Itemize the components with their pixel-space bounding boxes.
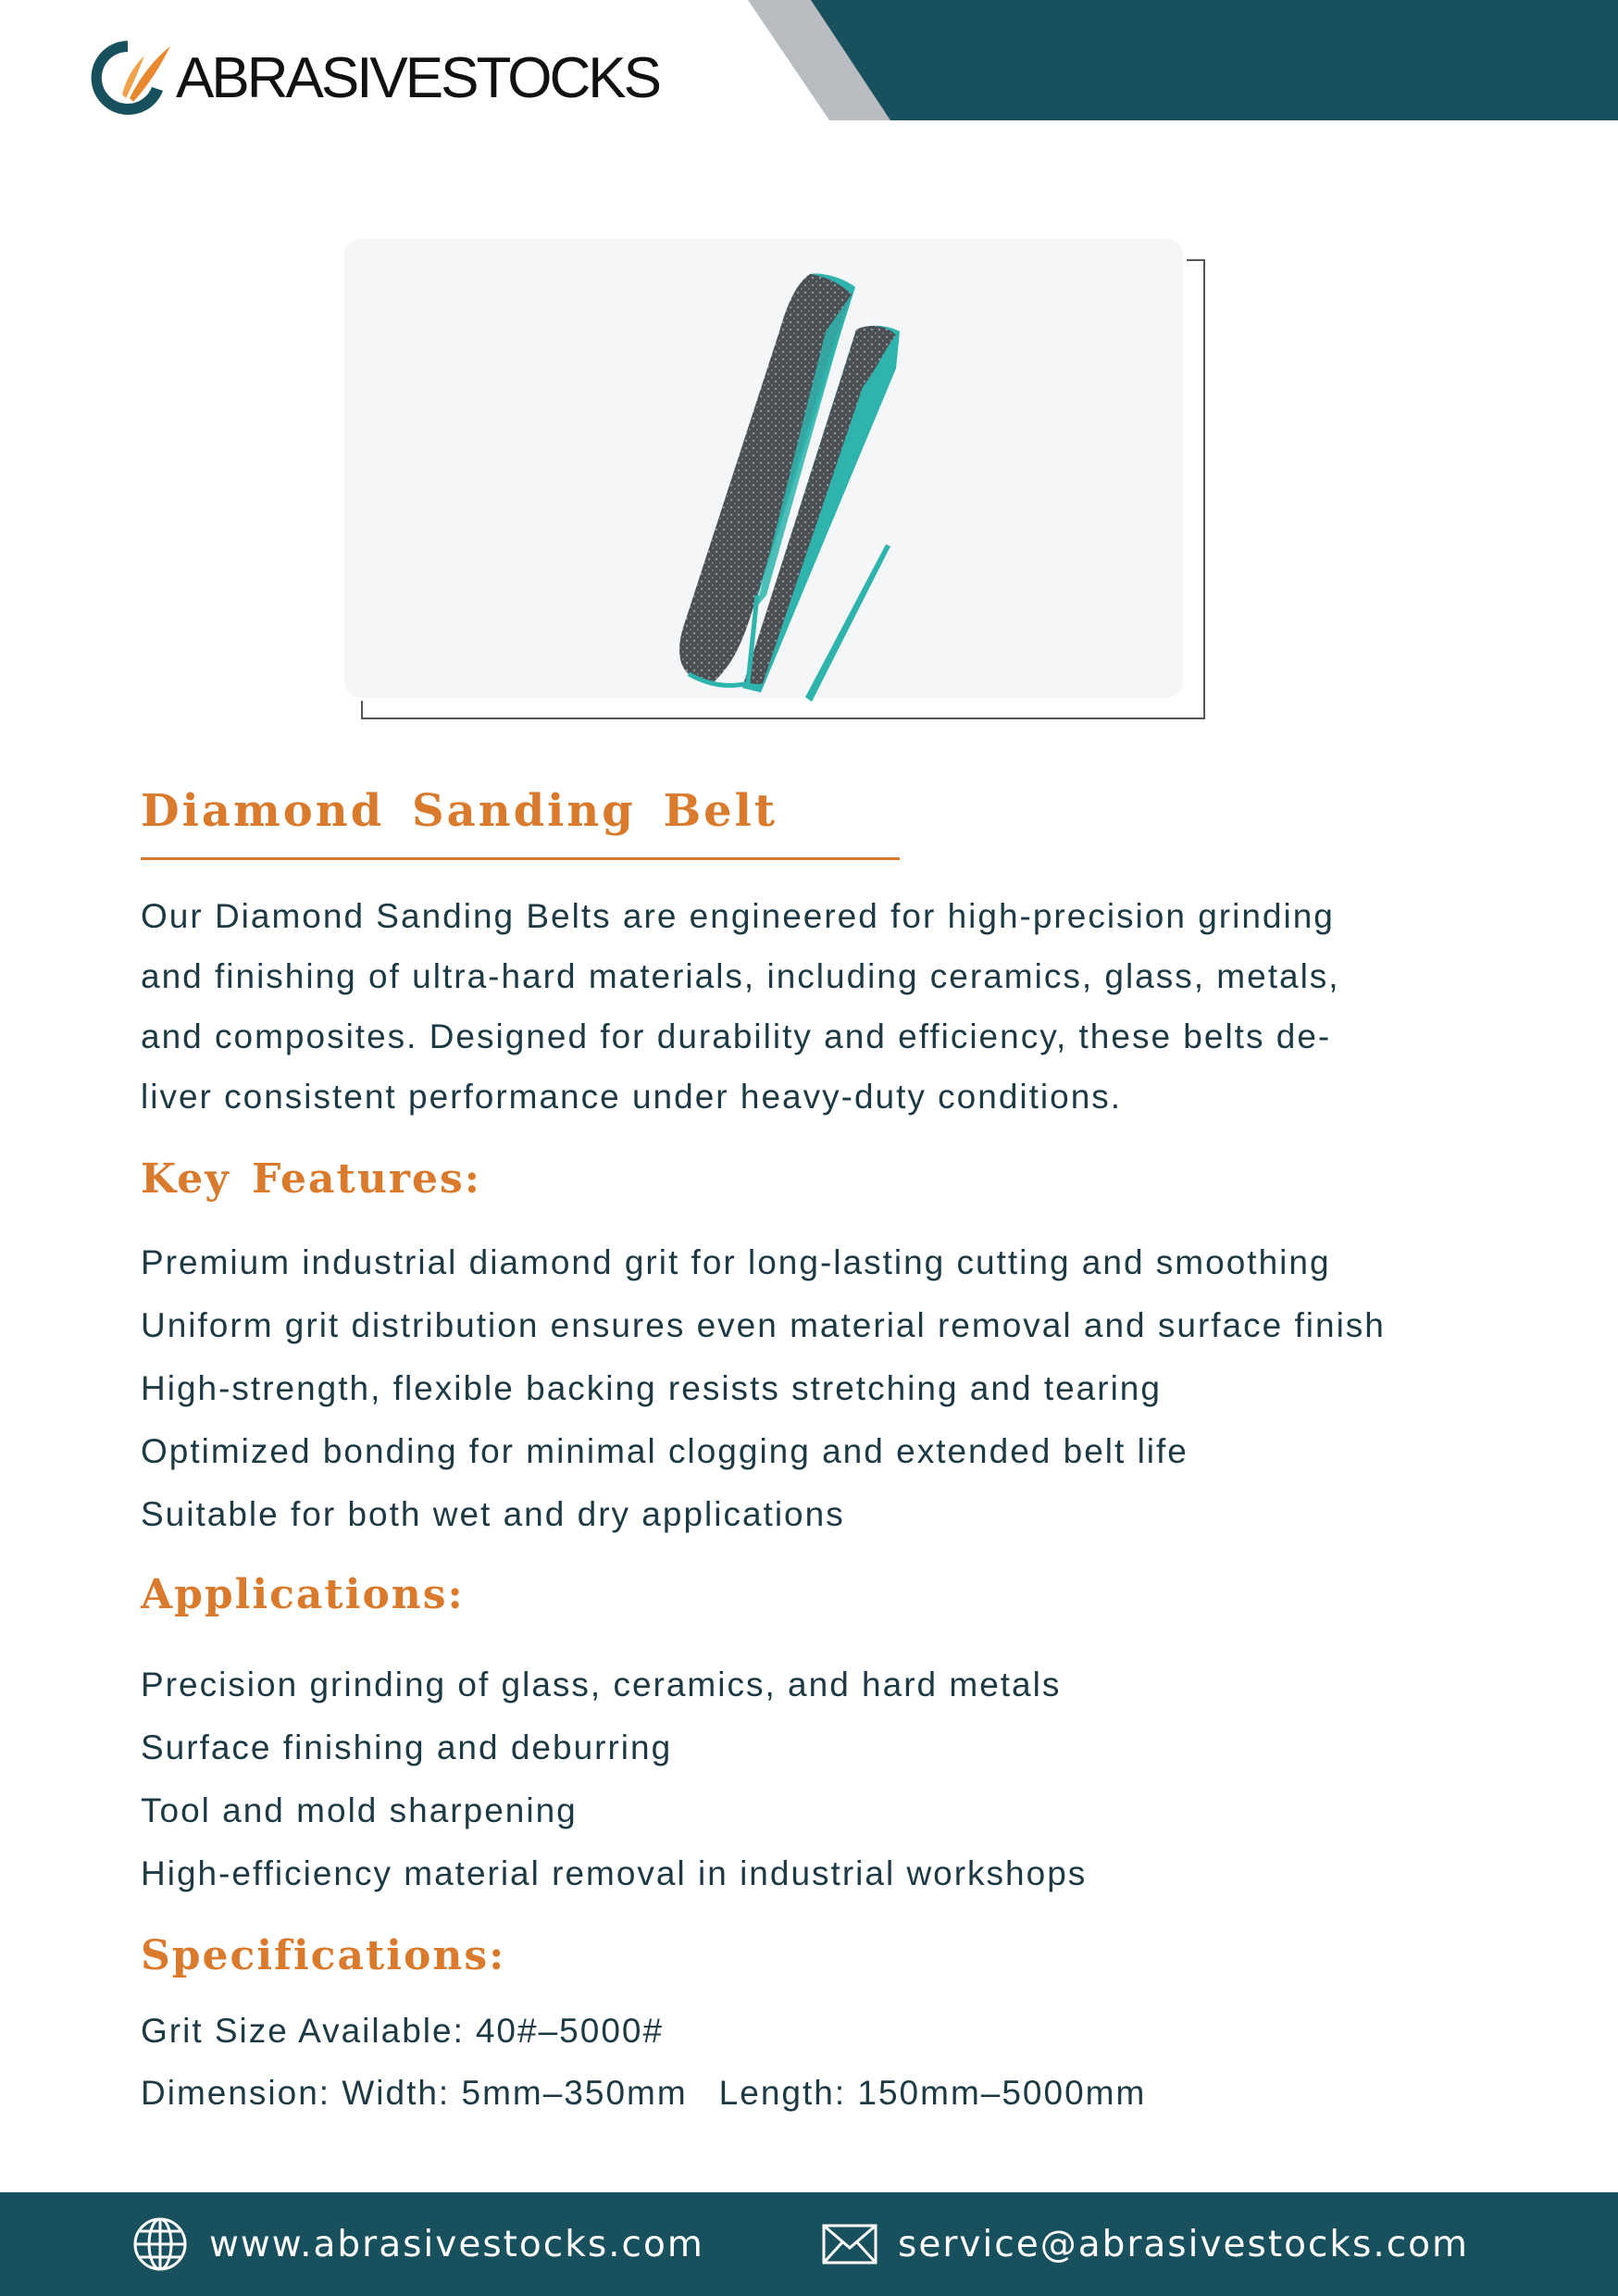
list-item: High-strength, flexible backing resists stretching and tearing (141, 1369, 1162, 1407)
list-item: Precision grinding of glass, ceramics, and hard metals (141, 1666, 1062, 1703)
product-title: Diamond Sanding Belt (141, 785, 778, 837)
product-image (344, 239, 1183, 711)
footer-email-text: service@abrasivestocks.com (898, 2223, 1470, 2265)
product-intro (141, 886, 1455, 1127)
spec-width-value: Width: 5mm–350mm (342, 2074, 688, 2112)
applications-heading: Applications: (141, 1571, 465, 1618)
list-item: High-efficiency material removal in industrial workshops (141, 1854, 1088, 1892)
features-list (141, 1231, 1386, 1546)
list-item: Surface finishing and deburring (141, 1728, 673, 1766)
specifications-heading: Specifications: (141, 1932, 506, 1979)
footer-email-link[interactable] (822, 2192, 1469, 2296)
brand-logo[interactable] (74, 33, 659, 122)
applications-list (141, 1653, 1087, 1905)
spec-dimension-row (141, 2062, 1146, 2124)
header-teal-band (811, 0, 1618, 120)
footer-website-text: www.abrasivestocks.com (209, 2223, 704, 2265)
intro-line: and finishing of ultra-hard materials, including ceramics, glass, metals, (141, 957, 1340, 995)
footer (0, 2192, 1618, 2296)
logo-mark-icon (74, 33, 174, 122)
footer-website-link[interactable] (131, 2192, 704, 2296)
spec-dimension-label: Dimension: (141, 2074, 331, 2112)
features-heading: Key Features: (141, 1155, 481, 1203)
list-item: Premium industrial diamond grit for long-lasting cutting and smoothing (141, 1243, 1331, 1281)
list-item: Uniform grit distribution ensures even material removal and surface finish (141, 1306, 1386, 1344)
spec-grit-value: 40#–5000# (475, 2012, 665, 2050)
list-item: Optimized bonding for minimal clogging and extended belt life (141, 1432, 1189, 1470)
brand-name: ABRASIVESTOCKS (176, 45, 659, 110)
spec-length-value: Length: 150mm–5000mm (718, 2074, 1147, 2112)
list-item: Tool and mold sharpening (141, 1791, 578, 1829)
intro-line: and composites. Designed for durability and efficiency, these belts de- (141, 1017, 1332, 1055)
title-underline (141, 857, 900, 860)
intro-line: Our Diamond Sanding Belts are engineered for high-precision grinding (141, 897, 1335, 935)
intro-line: liver consistent performance under heavy-duty conditions. (141, 1078, 1123, 1116)
mail-icon (822, 2224, 877, 2265)
specifications-list (141, 2000, 1146, 2124)
globe-icon (131, 2215, 189, 2273)
list-item: Suitable for both wet and dry applications (141, 1495, 845, 1533)
spec-grit-row (141, 2000, 1146, 2062)
spec-grit-label: Grit Size Available: (141, 2012, 465, 2050)
